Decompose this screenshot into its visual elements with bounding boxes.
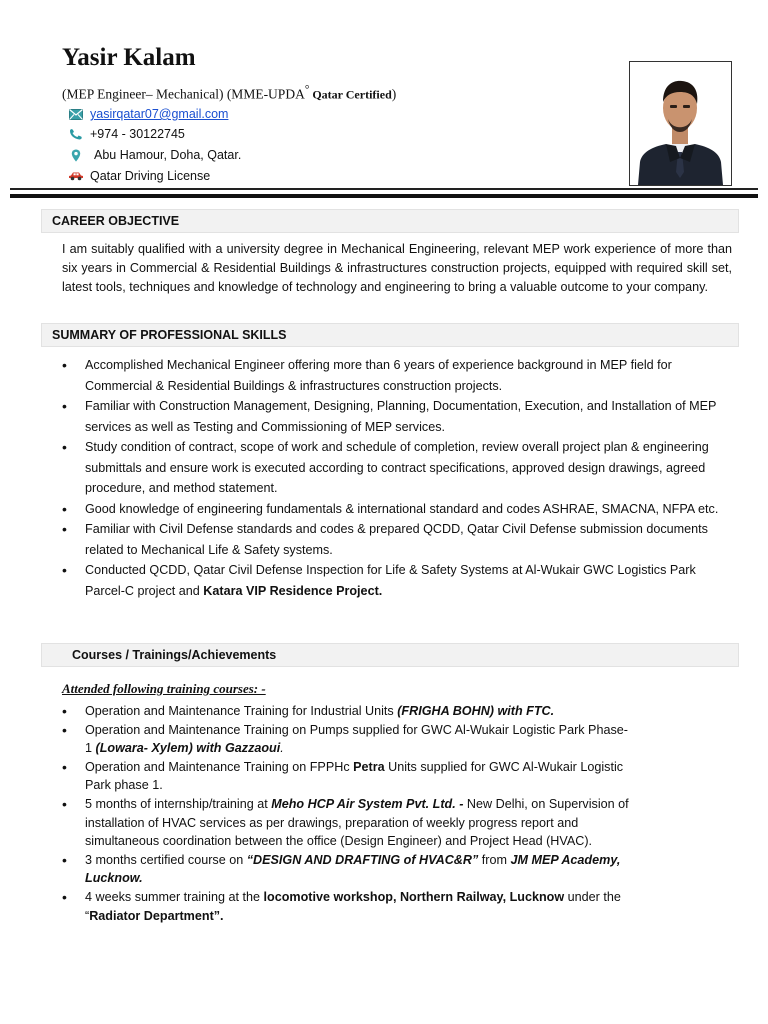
training-text: Operation and Maintenance Training on Pumps supplied for GWC Al-Wukair Logistic Park Phase-1 [85, 722, 628, 756]
car-icon [68, 171, 84, 181]
training-text: Operation and Maintenance Training for Industrial Units [85, 704, 398, 718]
skills-list [62, 355, 734, 601]
training-provider: (Lowara- Xylem) with Gazzaoui [95, 741, 281, 756]
location-pin-icon [68, 149, 84, 162]
skill-item: • Accomplished Mechanical Engineer offering more than 6 years of experience background in MEP field for Commercial & Residential Buildings & infrastructures construction projects. [62, 355, 734, 396]
training-provider: (FRIGHA BOHN) with FTC. [397, 704, 555, 718]
training-item [62, 888, 632, 925]
skill-item-text: Conducted QCDD, Qatar Civil Defense Inspection for Life & Safety Systems at Al-Wukair GWC Logistics Park Parcel-C project and [85, 563, 696, 598]
job-title-close: ) [391, 86, 397, 102]
phone-row [68, 127, 185, 141]
training-company: Meho HCP Air System Pvt. Ltd. - [271, 796, 464, 811]
skill-item: • Good knowledge of engineering fundamentals & international standard and codes ASHRAE, SMACNA, NFPA etc. [62, 499, 734, 520]
training-item [62, 721, 632, 758]
skill-item [62, 560, 734, 601]
skill-item: • Familiar with Civil Defense standards and codes & prepared QCDD, Qatar Civil Defense submission documents related to Mechanical Life & Safety systems. [62, 519, 734, 560]
skill-item: • Study condition of contract, scope of work and schedule of completion, review overall project plan & engineering submittals and ensure work is executed according to contract specifications, approved design drawings, agreed procedure, and method statement. [62, 437, 734, 499]
license-text: Qatar Driving License [90, 169, 211, 183]
license-row [68, 169, 210, 183]
address-row [68, 148, 241, 162]
training-department: Radiator Department”. [89, 908, 224, 923]
training-item [62, 702, 632, 721]
training-text: 3 months certified course on [85, 852, 247, 867]
career-objective-heading: CAREER OBJECTIVE [41, 209, 739, 233]
training-item [62, 795, 632, 851]
phone-icon [68, 128, 84, 140]
email-link[interactable]: yasirqatar07@gmail.com [90, 107, 229, 121]
certification: Qatar Certified [309, 87, 392, 102]
training-text-mid: under the “ [85, 889, 621, 923]
training-institute: JM MEP Academy, Lucknow. [85, 852, 621, 886]
training-brand: Petra [353, 759, 385, 774]
degree-mark: ° [304, 84, 310, 96]
training-subheading: Attended following training courses: - [62, 681, 266, 696]
job-title [62, 84, 396, 103]
training-item [62, 758, 632, 795]
training-text-mid: from [478, 852, 511, 867]
header-divider-thin [10, 188, 758, 190]
training-text-end: Units supplied for GWC Al-Wukair Logistic Park phase 1. [85, 759, 624, 793]
training-text-end: . [280, 741, 284, 756]
skill-item-project: Katara VIP Residence Project. [203, 583, 383, 598]
email-row [68, 107, 228, 121]
training-text: 5 months of internship/training at [85, 796, 272, 811]
training-course: “DESIGN AND DRAFTING of HVAC&R” [246, 852, 479, 867]
header-divider-thick [10, 194, 758, 198]
training-text: 4 weeks summer training at the [85, 889, 264, 904]
profile-photo [629, 61, 732, 186]
candidate-name: Yasir Kalam [62, 44, 196, 71]
training-item [62, 851, 632, 888]
email-icon [68, 109, 84, 120]
training-text-end: New Delhi, on Supervision of installation of HVAC services as per drawings, preparation of weekly progress report and simultaneous coordination between the office (Design Engineer) and Project Head (HVAC). [85, 796, 629, 849]
address-text: Abu Hamour, Doha, Qatar. [94, 148, 242, 162]
skill-item: • Familiar with Construction Management, Designing, Planning, Documentation, Execution, and Installation of MEP services as well as Testing and Commissioning of MEP services. [62, 396, 734, 437]
training-text: Operation and Maintenance Training on FPPHc [85, 759, 354, 774]
phone-number: +974 - 30122745 [90, 127, 185, 141]
training-location: locomotive workshop, Northern Railway, Lucknow [263, 889, 565, 904]
training-list [62, 702, 632, 925]
job-title-main: (MEP Engineer– Mechanical) (MME-UPDA [62, 86, 305, 102]
courses-heading: Courses / Trainings/Achievements [41, 643, 739, 667]
skills-heading: SUMMARY OF PROFESSIONAL SKILLS [41, 323, 739, 347]
career-objective-text: I am suitably qualified with a university degree in Mechanical Engineering, relevant MEP work experience of more than six years in Commercial & Residential Buildings & infrastructures construction projects, equipped with required skill set, latest tools, techniques and knowledge of technology and engineering to bring a valuable outcome to your company. [62, 242, 732, 294]
